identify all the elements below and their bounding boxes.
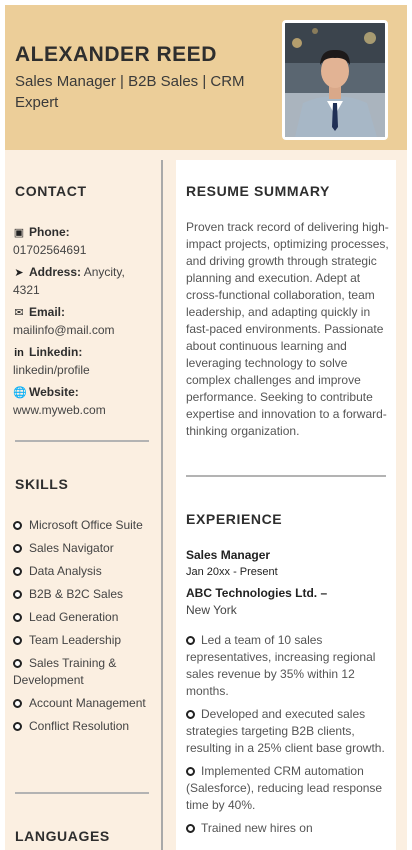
company-location: New York [186, 603, 237, 617]
duty-item [186, 820, 391, 837]
bullet-icon [13, 636, 22, 645]
duty-item [186, 632, 391, 700]
skill-item [13, 718, 153, 735]
resume-header [5, 5, 407, 150]
company-name: ABC Technologies Ltd. – [186, 586, 328, 600]
contact-email [13, 304, 153, 339]
column-divider [161, 160, 163, 850]
duties-list [186, 632, 391, 843]
skill-label: Lead Generation [29, 610, 119, 624]
skill-label: Conflict Resolution [29, 719, 130, 733]
main-column [176, 160, 396, 850]
contact-address-value: Anycity, 4321 [13, 265, 125, 297]
bullet-icon [186, 767, 195, 776]
skill-label: Data Analysis [29, 564, 102, 578]
skill-item [13, 540, 153, 557]
duty-text: Trained new hires on [201, 821, 313, 835]
skill-item [13, 563, 153, 580]
skill-item [13, 517, 153, 534]
duty-item [186, 706, 391, 757]
job-title: Sales Manager [186, 548, 271, 562]
skills-list [13, 517, 153, 741]
skill-label: Sales Navigator [29, 541, 114, 555]
bullet-icon [13, 544, 22, 553]
contact-heading: CONTACT [15, 183, 87, 199]
skill-item [13, 655, 153, 689]
skill-label: B2B & B2C Sales [29, 587, 124, 601]
profile-photo-illustration [285, 23, 385, 137]
bullet-icon [186, 710, 195, 719]
summary-divider [186, 475, 386, 477]
envelope-icon: ✉ [14, 307, 24, 319]
duty-item [186, 763, 391, 814]
skills-heading: SKILLS [15, 476, 69, 492]
skills-divider [15, 792, 149, 794]
contact-divider [15, 440, 149, 442]
profile-photo [282, 20, 388, 140]
summary-heading: RESUME SUMMARY [186, 183, 330, 199]
contact-email-value: mailinfo@mail.com [13, 323, 115, 337]
skill-label: Sales Training & Development [13, 656, 117, 687]
bullet-icon [13, 722, 22, 731]
bullet-icon [13, 521, 22, 530]
bullet-icon [13, 659, 22, 668]
experience-heading: EXPERIENCE [186, 511, 283, 527]
contact-address [13, 264, 153, 299]
skill-item [13, 695, 153, 712]
bullet-icon [13, 699, 22, 708]
bullet-icon [186, 636, 195, 645]
candidate-name: ALEXANDER REED [15, 43, 217, 66]
summary-text: Proven track record of delivering high-impact projects, optimizing processes, and driving growth through strategic planning and execution. Adept at cross-functional collaboration, team leadership, and adapting quickly in fast-paced environments. Passionate about continuous learning and leveraging technology to solve complex challenges and improve performance. Seeking to contribute expertise and innovation to a forward-thinking organization. [186, 220, 389, 438]
skill-label: Microsoft Office Suite [29, 518, 143, 532]
contact-website [13, 384, 153, 419]
contact-website-label: Website: [29, 385, 79, 399]
skill-label: Team Leadership [29, 633, 122, 647]
candidate-role: Sales Manager | B2B Sales | CRM Expert [15, 73, 245, 111]
duty-text: Led a team of 10 sales representatives, increasing regional sales revenue by 35% within 12 months. [186, 633, 376, 698]
job-dates: Jan 20xx - Present [186, 566, 278, 578]
phone-icon: ▣ [13, 227, 25, 239]
company [186, 585, 386, 619]
contact-phone-value: 01702564691 [13, 243, 87, 257]
bullet-icon [186, 824, 195, 833]
location-arrow-icon: ➤ [14, 267, 24, 279]
bullet-icon [13, 590, 22, 599]
contact-linkedin-value: linkedin/profile [13, 363, 90, 377]
globe-icon: 🌐 [13, 387, 27, 399]
linkedin-icon: in [14, 347, 24, 359]
bullet-icon [13, 567, 22, 576]
skill-item [13, 586, 153, 603]
contact-phone [13, 224, 153, 259]
contact-address-label: Address: [29, 265, 82, 279]
duty-text: Implemented CRM automation (Salesforce), reducing lead response time by 40%. [186, 764, 383, 812]
skill-item [13, 609, 153, 626]
contact-phone-label: Phone: [29, 225, 70, 239]
contact-linkedin [13, 344, 153, 379]
skill-item [13, 632, 153, 649]
contact-website-value: www.myweb.com [13, 403, 106, 417]
skill-label: Account Management [29, 696, 146, 710]
languages-heading: LANGUAGES [15, 828, 110, 844]
duty-text: Developed and executed sales strategies targeting B2B clients, resulting in a 25% client base growth. [186, 707, 385, 755]
contact-linkedin-label: Linkedin: [29, 345, 83, 359]
contact-email-label: Email: [29, 305, 66, 319]
bullet-icon [13, 613, 22, 622]
